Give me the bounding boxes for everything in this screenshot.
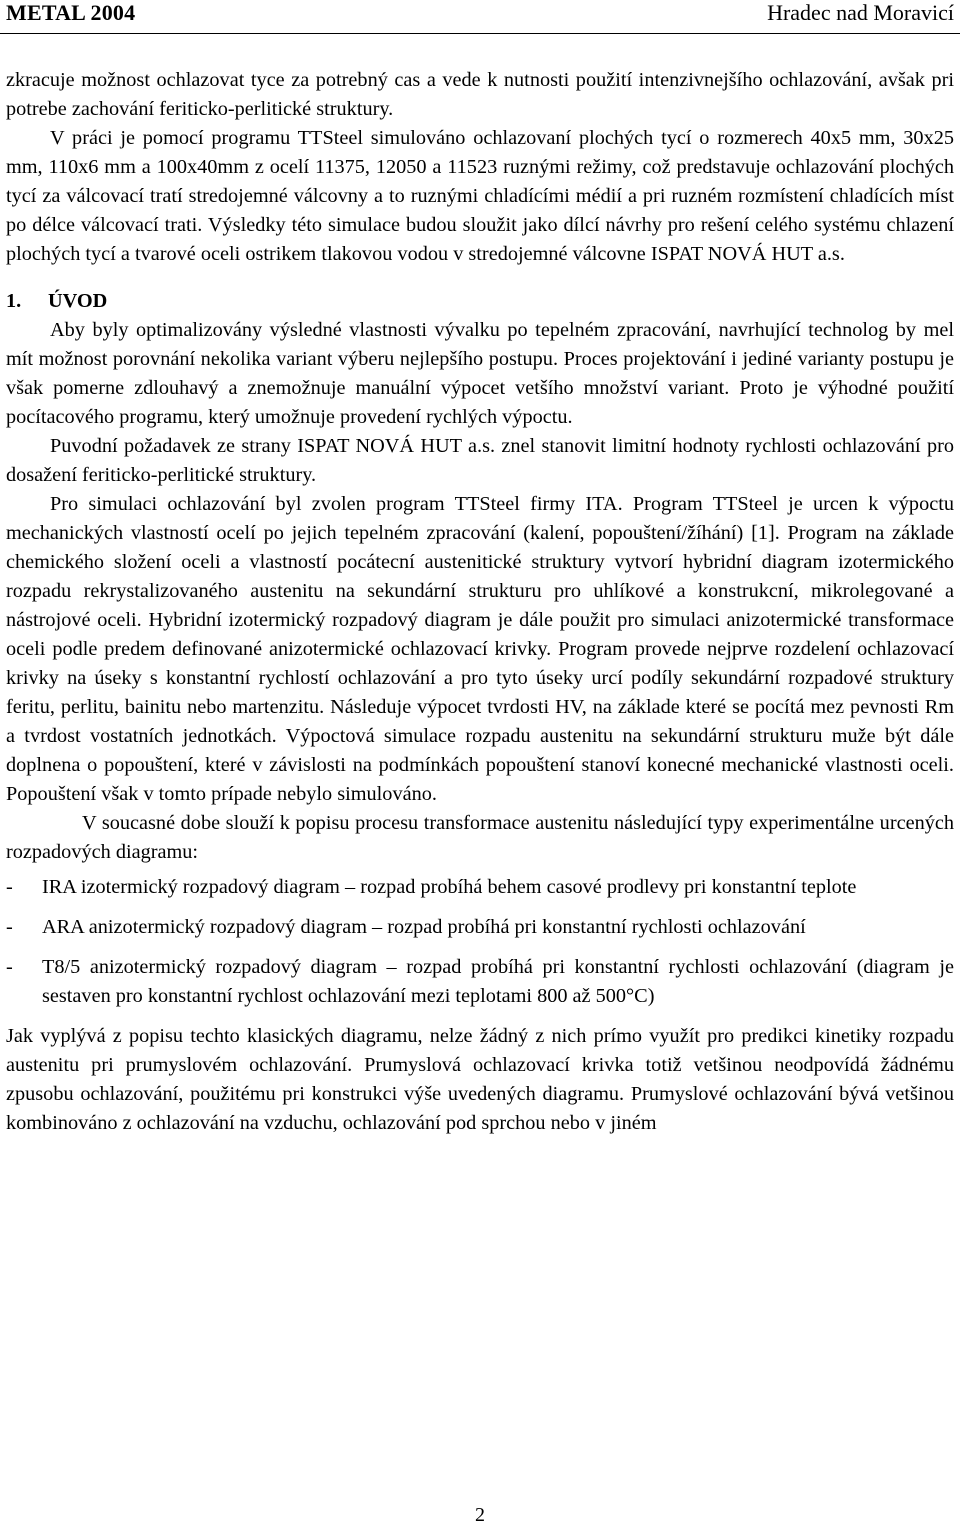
diagram-type-list [6, 873, 954, 1011]
section-paragraph-4: V soucasné dobe slouží k popisu procesu transformace austenitu následující typy experimentálne urcených rozpadových diagramu: [6, 812, 954, 863]
list-item-text: IRA izotermický rozpadový diagram – rozpad probíhá behem casové prodlevy pri konstantní teplote [42, 876, 857, 898]
page-body [6, 66, 954, 1138]
list-dash: - [6, 956, 13, 978]
list-item [6, 873, 954, 902]
intro-paragraph-1: zkracuje možnost ochlazovat tyce za potrebný cas a vede k nutnosti použití intenzivnejšího ochlazování, avšak pri potrebe zachování feriticko-perlitické struktury. [6, 69, 954, 120]
section-paragraph-3: Pro simulaci ochlazování byl zvolen program TTSteel firmy ITA. Program TTSteel je urcen k výpoctu mechanických vlastností ocelí po jejich tepelném zpracování (kalení, popouštení/žíhání) [1]. Program na základe chemického složení oceli a vlastností pocátecní austenitické struktury vytvorí hybridní diagram izotermického rozpadu rekrystalizovaného austenitu na sekundární strukturu pro uhlíkové a konstrukcní, mikrolegované a nástrojové oceli. Hybridní izotermický rozpadový diagram je dále použit pro simulaci anizotermické transformace oceli podle predem definované anizotermické ochlazovací krivky. Program provede nejprve rozdelení ochlazovací krivky na úseky s konstantní rychlostí ochlazování a pro tyto úseky urcí podíly sekundární rozpadové struktury feritu, perlitu, bainitu nebo martenzitu. Následuje výpocet tvrdosti HV, na základe které se pocítá mez pevnosti Rm a tvrdost vostatních jednotkách. Výpoctová simulace rozpadu austenitu na sekundární strukturu muže být dále doplnena o popouštení, které v závislosti na podmínkách popouštení stanoví konecné mechanické vlastnosti oceli. Popouštení však v tomto prípade nebylo simulováno. [6, 493, 954, 805]
section-paragraph-2: Puvodní požadavek ze strany ISPAT NOVÁ HUT a.s. znel stanovit limitní hodnoty rychlosti ochlazování pro dosažení feriticko-perlitické struktury. [6, 435, 954, 486]
conference-name: METAL 2004 [6, 0, 136, 25]
page-header [0, 0, 960, 34]
list-item-text: T8/5 anizotermický rozpadový diagram – rozpad probíhá pri konstantní rychlosti ochlazování (diagram je sestaven pro konstantní rychlost ochlazování mezi teplotami 800 až 500°C) [42, 956, 954, 1007]
list-dash: - [6, 916, 13, 938]
list-item-text: ARA anizotermický rozpadový diagram – rozpad probíhá pri konstantní rychlosti ochlazování [42, 916, 806, 938]
section-heading [6, 287, 954, 316]
list-dash: - [6, 876, 13, 898]
page-number: 2 [475, 1504, 485, 1526]
section-paragraph-1: Aby byly optimalizovány výsledné vlastnosti vývalku po tepelném zpracování, navrhující technolog by mel mít možnost porovnání nekolika variant výberu nejlepšího postupu. Proces projektování i jediné varianty postupu je však pomerne zdlouhavý a znemožnuje manuální výpocet vetšího množství variant. Proto je výhodné použití pocítacového programu, který umožnuje provedení rychlých výpoctu. [6, 319, 954, 428]
section-title: ÚVOD [48, 290, 108, 312]
conference-location: Hradec nad Moravicí [767, 0, 954, 25]
intro-paragraph-2: V práci je pomocí programu TTSteel simulováno ochlazovaní plochých tycí o rozmerech 40x5 mm, 30x25 mm, 110x6 mm a 100x40mm z ocelí 11375, 12050 a 11523 ruznými režimy, což predstavuje ochlazování plochých tycí za válcovací tratí stredojemné válcovny a to ruznými chladícími médií a pri ruzném rozmístení chladících míst po délce válcovací trati. Výsledky této simulace budou sloužit jako dílcí návrhy pro rešení celého systému chlazení plochých tycí a tvarové oceli ostrikem tlakovou vodou v stredojemné válcovne ISPAT NOVÁ HUT a.s. [6, 127, 954, 265]
list-item [6, 953, 954, 1011]
section-number: 1. [6, 290, 22, 312]
list-item [6, 913, 954, 942]
section-paragraph-5: Jak vyplývá z popisu techto klasických diagramu, nelze žádný z nich prímo využít pro predikci kinetiky rozpadu austenitu pri prumyslovém ochlazování. Prumyslová ochlazovací krivka totiž vetšinou neodpovídá žádnému zpusobu ochlazování, použitému pri konstrukci výše uvedených diagramu. Prumyslové ochlazování bývá vetšinou kombinováno z ochlazování na vzduchu, ochlazování pod sprchou nebo v jiném [6, 1025, 954, 1134]
